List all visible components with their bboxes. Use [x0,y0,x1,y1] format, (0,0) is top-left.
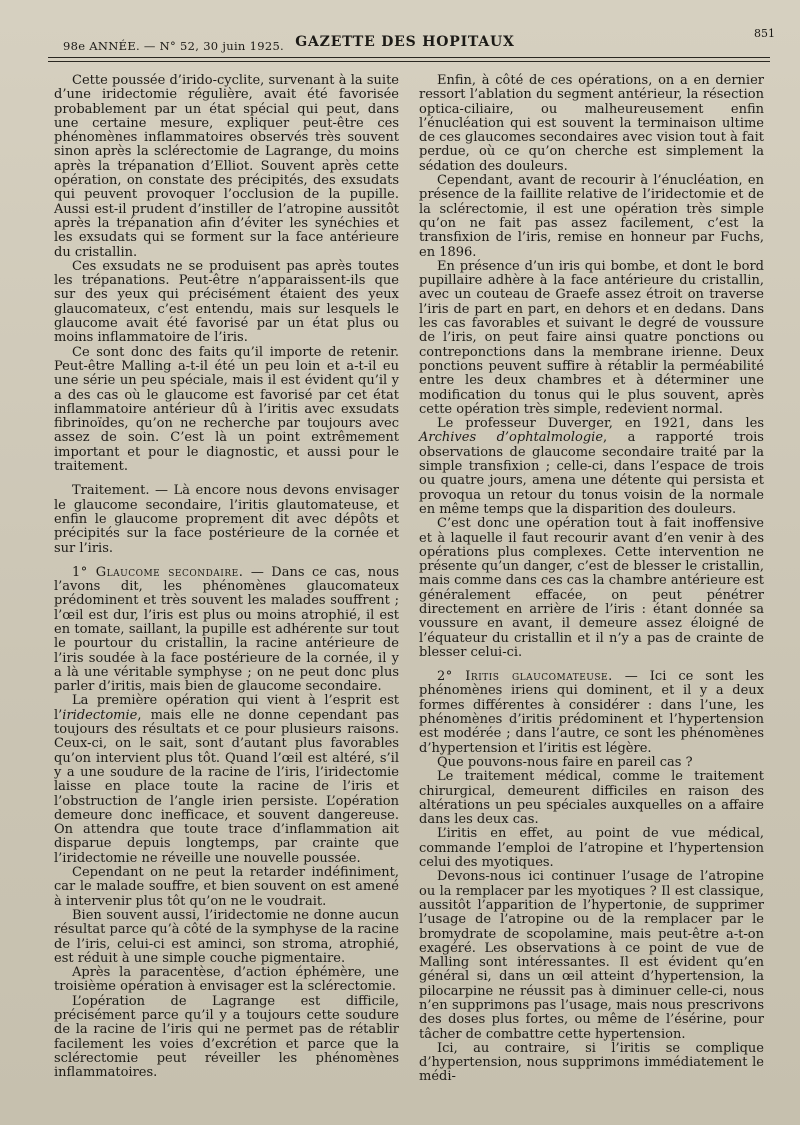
page-number: 851 [754,27,775,40]
page-header [45,27,775,55]
section-heading: Traitement. [72,483,150,499]
left-column [54,74,399,1080]
paragraph: Ce sont donc des faits qu’il importe de retenir. Peut-être Malling a-t-il été un peu loin et a-t-il eu une série un peu spéciale, mais il est évident qu’il y a des cas où le glaucome est favorisé par cet état inflammatoire antérieur dû à l’iritis avec exsudats fibrinoïdes, qu’on ne recherche par toujours avec assez de soin. C’est là un point extrêmement important et pour le diagnostic, et aussi pour le traitement. [54,344,399,475]
paragraph: Que pouvons-nous faire en pareil cas ? [437,754,693,770]
issue-info: 98e ANNÉE. — N° 52, 30 juin 1925. [63,39,285,53]
header-rule [48,57,770,58]
paragraph: C’est donc une opération tout à fait inoffensive et à laquelle il faut recourir avant d’en venir à des opérations plus complexes. Cette intervention ne présente qu’un danger, c’est de blesser le cristallin, mais comme dans ces cas la chambre antérieure est généralement effacée, on peut pénétrer directement en arrière de l’iris : étant donnée sa voussure en avant, il demeure assez éloigné de l’équateur du cristallin et il n’y a pas de crainte de blesser celui-ci. [419,516,764,660]
paragraph: Ici, au contraire, si l’iritis se complique d’hypertension, nous supprimons immédiatement le médi- [419,1040,764,1085]
section-heading: 1° Glaucome secondaire. [72,564,244,580]
paragraph: Bien souvent aussi, l’iridectomie ne donne aucun résultat parce qu’à côté de la symphyse de la racine de l’iris, celui-ci est aminci, son stroma, atrophié, est réduit à une simple couche pigmentaire. [54,907,399,966]
paragraph: Ces exsudats ne se produisent pas après toutes les trépanations. Peut-être n’apparaissent-ils que sur des yeux qui précisément étaient des yeux glaucomateux, c’est entendu, mais sur lesquels le glaucome avait été favorisé par un état plus ou moins inflammatoire de l’iris. [54,258,399,346]
paragraph: La première opération qui vient à l’esprit est l’iridectomie, mais elle ne donne cependant pas toujours des résultats et ce pour plusieurs raisons. Ceux-ci, on le sait, sont d’autant plus favorables qu’on intervient plus tôt. Quand l’œil est altéré, s’il y a une soudure de la racine de l’iris, l’iridectomie laisse en place toute la racine de l’iris et l’obstruction de l’angle irien persiste. L’opération demeure donc inefficace, et souvent dangereuse. On attendra que toute trace d’inflammation ait disparue depuis longtemps, par crainte que l’iridectomie ne réveille une nouvelle poussée. [54,693,399,866]
paragraph: Enfin, à côté de ces opérations, on a en dernier ressort l’ablation du segment antérieur, la résection optica-ciliaire, ou malheureusement enfin l’énucléation qui est souvent la terminaison ultime de ces glaucomes secondaires avec vision tout à fait perdue, où ce qu’on cherche est simplement la sédation des douleurs. [419,73,764,174]
paragraph: L’iritis en effet, au point de vue médical, commande l’emploi de l’atropine et l’hypertension celui des myotiques. [419,826,764,871]
paragraph-iritis: 2° Iritis glaucomateuse. — Ici ce sont les phénomènes iriens qui dominent, et il y a deux formes différentes à considérer : dans l’une, les phénomènes d’iritis prédominent et l’hypertension est modérée ; dans l’autre, ce sont les phénomènes d’hypertension et l’iritis est légère. [419,669,765,756]
header-rule-thin [48,61,770,62]
right-column [419,74,764,1085]
paragraph: En présence d’un iris qui bombe, et dont le bord pupillaire adhère à la face antérieure du cristallin, avec un couteau de Graefe assez étroit on traverse l’iris de part en part, en dehors et en dedans. Dans les cas favorables et suivant le degré de voussure de l’iris, on peut faire ainsi quatre ponctions ou contreponctions dans la membrane irienne. Deux ponctions peuvent suffire à rétablir la perméabilité entre les deux chambres et à déterminer une modification du tonus qui le plus souvent, après cette opération très simple, redevient normal. [419,258,764,417]
section-heading: 2° Iritis glaucomateuse. [437,669,613,685]
publication-title: GAZETTE DES HOPITAUX [295,34,515,50]
paragraph: L’opération de Lagrange est difficile, précisément parce qu’il y a toujours cette soudure de la racine de l’iris qui ne permet pas de rétablir facilement les voies d’excrétion et parce que la sclérectomie peut réveiller les phénomènes inflammatoires. [54,993,399,1081]
paragraph-treatment: Traitement. — Là encore nous devons envisager le glaucome secondaire, l’iritis glautomateuse, et enfin le glaucome proprement dit avec dépôts et précipités sur la face postérieure de la cornée et sur l’iris. [54,483,399,556]
paragraph: Cependant on ne peut la retarder indéfiniment, car le malade souffre, et bien souvent on est amené à intervenir plus tôt qu’on ne le voudrait. [54,865,399,909]
paragraph: Cependant, avant de recourir à l’énucléation, en présence de la faillite relative de l’iridectomie et de la sclérectomie, il est une opération très simple qu’on ne fait pas assez facilement, c’est la transfixion de l’iris, remise en honneur par Fuchs, en 1896. [419,173,764,260]
paragraph: Le traitement médical, comme le traitement chirurgical, demeurent difficiles en raison des altérations un peu spéciales auxquelles on a affaire dans les deux cas. [419,769,764,828]
paragraph: Après la paracentèse, d’action éphémère, une troisième opération à envisager est la sclérectomie. [54,965,399,995]
paragraph: Cette poussée d’irido-cyclite, survenant à la suite d’une iridectomie régulière, avait été favorisée probablement par un état spécial qui peut, dans une certaine mesure, expliquer peut-être ces phénomènes inflammatoires observés très souvent sinon après la sclérectomie de Lagrange, du moins après la trépanation d’Elliot. Souvent après cette opération, on constate des précipités, des exsudats qui peuvent provoquer l’occlusion de la pupille. Aussi est-il prudent d’instiller de l’atropine aussitôt après la trépanation afin d’éviter les synéchies et les exsudats qui se forment sur la face antérieure du cristallin. [54,73,399,260]
paragraph: Devons-nous ici continuer l’usage de l’atropine ou la remplacer par les myotiques ? Il est classique, aussitôt l’apparition de l’hypertonie, de supprimer l’usage de l’atropine ou de la remplacer par le bromydrate de scopolamine, mais peut-être a-t-on exagéré. Les observations à ce point de vue de Malling sont intéressantes. Il est évident qu’en général si, dans un œil atteint d’hypertension, la pilocarpine ne réussit pas à diminuer celle-ci, nous n’en supprimons pas l’usage, mais nous prescrivons des doses plus fortes, ou même de l’ésérine, pour tâcher de combattre cette hypertension. [419,869,764,1042]
paragraph-glaucoma: 1° Glaucome secondaire. — Dans ce cas, nous l’avons dit, les phénomènes glaucomateux prédominent et très souvent les malades souffrent ; l’œil est dur, l’iris est plus ou moins atrophié, il est en tomate, saillant, la pupille est adhérente sur tout le pourtour du cristallin, la racine antérieure de l’iris soudée à la face postérieure de la cornée, il y a là une véritable symphyse ; on ne peut donc plus parler d’iritis, mais bien de glaucome secondaire. [54,564,399,695]
paragraph: Le professeur Duverger, en 1921, dans les Archives d’ophtalmologie, a rapporté trois observations de glaucome secondaire traité par la simple transfixion ; celle-ci, dans l’espace de trois ou quatre jours, amena une détente qui persista et provoqua un retour du tonus voisin de la normale en même temps que la disparition des douleurs. [419,416,764,517]
